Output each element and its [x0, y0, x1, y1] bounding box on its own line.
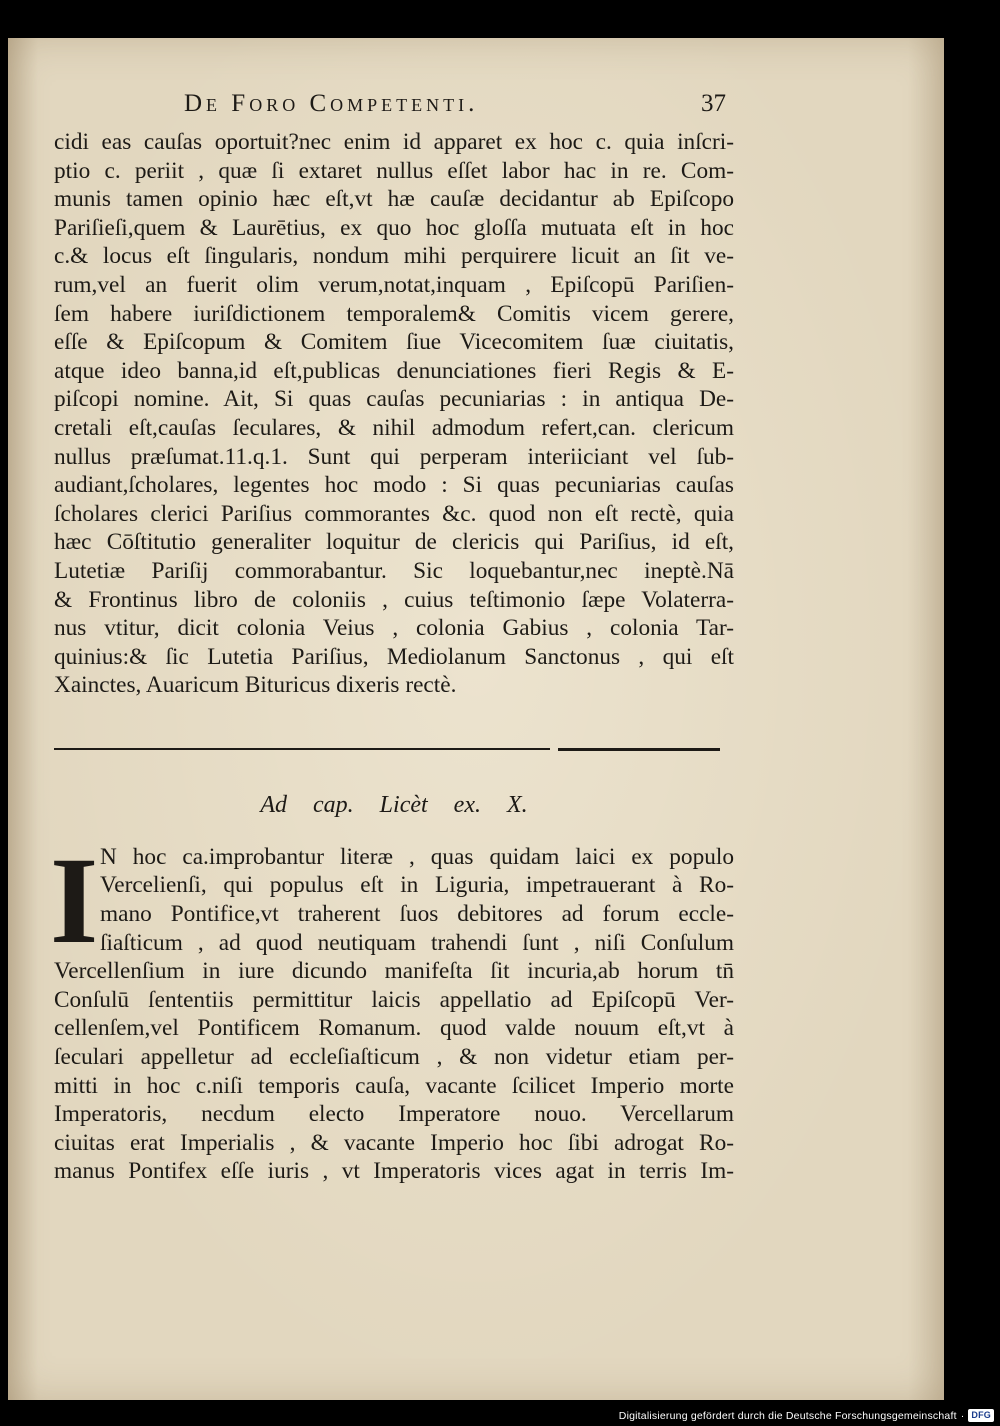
text-line: N hoc ca.improbantur literæ , quas quidam laici ex populo — [100, 843, 734, 870]
section-divider — [54, 728, 734, 768]
text-line: & Frontinus libro de coloniis , cuius teſtimonio ſæpe Volaterra- — [54, 586, 734, 613]
scanned-page — [8, 38, 944, 1400]
section-heading: Ad cap. Licèt ex. X. — [260, 791, 528, 818]
text-line: nullus præſumat.11.q.1. Sunt qui perperam interiiciant vel ſub- — [54, 443, 734, 470]
text-line: ptio c. periit , quæ ſi extaret nullus eſſet labor hac in re. Com- — [54, 157, 734, 184]
page-number: 37 — [701, 90, 726, 117]
text-line: cretali eſt,cauſas ſeculares, & nihil admodum refert,can. clericum — [54, 414, 734, 441]
text-line: ciuitas erat Imperialis , & vacante Imperio hoc ſibi adrogat Ro- — [54, 1129, 734, 1156]
text-line: piſcopi nomine. Ait, Si quas cauſas pecuniarias : in antiqua De- — [54, 386, 734, 413]
dfg-logo-icon: DFG — [968, 1409, 994, 1422]
divider-rule-left — [54, 748, 550, 750]
page-header — [54, 90, 734, 124]
text-line: audiant,ſcholares, legentes hoc modo : Si quas pecuniarias cauſas — [54, 472, 734, 499]
text-line: eſſe & Epiſcopum & Comitem ſiue Vicecomitem ſuæ ciuitatis, — [54, 329, 734, 356]
text-line: c.& locus eſt ſingularis, nondum mihi perquirere licuit an ſit ve- — [54, 243, 734, 270]
paragraph-2 — [50, 831, 734, 1186]
text-line: Imperatoris, necdum electo Imperatore nouo. Vercellarum — [54, 1101, 734, 1128]
text-line: Conſulū ſententiis permittitur laicis appellatio ad Epiſcopū Ver- — [54, 986, 734, 1013]
running-title: De Foro Competenti. — [184, 90, 479, 117]
text-line: rum,vel an fuerit olim verum,notat,inquam , Epiſcopū Pariſien- — [54, 271, 734, 298]
text-line: cellenſem,vel Pontificem Romanum. quod valde nouum eſt,vt à — [54, 1015, 734, 1042]
text-line: Lutetiæ Pariſij commorabantur. Sic loquebantur,nec ineptè.Nā — [54, 557, 734, 584]
text-line: hæc Cōſtitutio generaliter loquitur de clericis qui Pariſius, id eſt, — [54, 529, 734, 556]
text-line: ſeculari appelletur ad eccleſiaſticum , & non videtur etiam per- — [54, 1044, 734, 1071]
text-line: nus vtitur, dicit colonia Veius , colonia Gabius , colonia Tar- — [54, 615, 734, 642]
text-line: cidi eas cauſas oportuit?nec enim id apparet ex hoc c. quia inſcri- — [54, 129, 734, 155]
drop-cap: I — [50, 831, 99, 969]
page-content — [50, 90, 734, 1186]
divider-rule-right — [558, 748, 720, 751]
text-line: ſcholares clerici Pariſius commorantes &c. quod non eſt rectè, quia — [54, 500, 734, 527]
text-line: quinius:& ſic Lutetia Pariſius, Mediolanum Sanctonus , qui eſt — [54, 643, 734, 670]
funding-note: Digitalisierung gefördert durch die Deutsche Forschungsgemeinschaft — [618, 1409, 957, 1422]
text-line: mitti in hoc c.niſi temporis cauſa, vacante ſcilicet Imperio morte — [54, 1072, 734, 1099]
digitization-footer: Digitalisierung gefördert durch die Deutsche Forschungsgemeinschaft · DFG — [619, 1409, 994, 1422]
text-line: atque ideo banna,id eſt,publicas denunciationes fieri Regis & E- — [54, 357, 734, 384]
text-line: manus Pontifex eſſe iuris , vt Imperatoris vices agat in terris Im- — [54, 1158, 734, 1185]
text-line: mano Pontifice,vt traherent ſuos debitores ad forum eccle- — [100, 901, 734, 928]
text-line: Vercellenſium in iure dicundo manifeſta ſit incuria,ab horum tn̄ — [54, 958, 734, 985]
text-line: ſiaſticum , ad quod neutiquam trahendi ſunt , niſi Conſulum — [100, 929, 734, 956]
text-line: munis tamen opinio hæc eſt,vt hæ cauſæ decidantur ab Epiſcopo — [54, 186, 734, 213]
text-line: ſem habere iuriſdictionem temporalem& Comitis vicem gerere, — [54, 300, 734, 327]
text-line: Vercelienſi, qui populus eſt in Liguria, impetrauerant à Ro- — [100, 872, 734, 899]
text-line: Pariſieſi,quem & Laurētius, ex quo hoc gloſſa mutuata eſt in hoc — [54, 214, 734, 241]
text-line: Xainctes, Auaricum Bituricus dixeris rectè. — [54, 672, 457, 699]
paragraph-1 — [54, 128, 734, 700]
